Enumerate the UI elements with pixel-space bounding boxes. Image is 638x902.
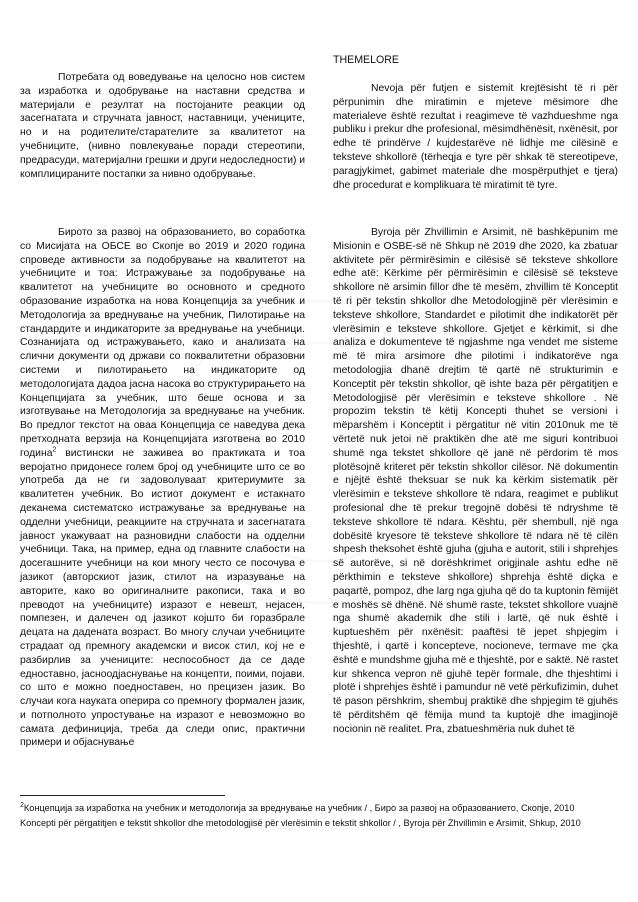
left-column-paragraph-2	[20, 226, 305, 750]
left-column-paragraph-1	[20, 71, 305, 181]
footnote-number: 2	[20, 801, 24, 809]
footnote	[20, 801, 620, 830]
footnote-text-mk: Концепција за изработка на учебник и методологија за вреднување на учебник / , Биро за развој на образованието, Скопје, 2010	[23, 803, 575, 813]
section-heading: THEMELORE	[333, 54, 399, 66]
footnote-reference[interactable]: 2	[52, 446, 57, 454]
right-paragraph-2: Byroja për Zhvillimin e Arsimit, në bashkëpunim me Misionin e OSBE-së në Shkup në 2019 dhe 2020, ka zbatuar aktivitete për përmirësimin e cilësisë së teksteve shkollore edhe atë: Kërkime për përmirësimin e cilësisë së teksteve shkollore në arsimin fillor dhe të mesëm, zhvillim të Konceptit të ri për tekstin shkollor dhe Metodologjinë për vlerësimin e teksteve shkollore, Standardet e pilotimit dhe indikatorët për vlerësimin e teksteve shkollore. Gjetjet e kërkimit, si dhe analiza e dokumenteve të ngjashme nga vendet me sisteme më të mira arsimore dhe pilotimi i indikatorëve nga metodologjia dhanë drejtim të qartë në strukturimin e Konceptit për tekstin shkollor, që ishte baza për përgatitjen e Metodologjisë për vlerësimin e teksteve shkollore . Në propozim tekstin të këtij Koncepti thuhet se versioni i mëparshëm i Konceptit i përgatitur në vitin 2010nuk me të vërtetë nuk jetoi në praktikën dhe atë me siguri kontribuoi shumë nga tekstet shkollore që janë në përdorim të mos plotësojnë kriteret për tekstin shkollor cilësor. Në dokumentin e njëjtë është theksuar se nuk ka kërkim sistematik për vlerësimin e teksteve shkollore të ndara, reagimet e publikut profesional dhe të prekur tregojnë dobësi të ndryshme të teksteve shkollore të ndara. Kështu, për shembull, një nga dobësitë kryesore të teksteve shkollore të ndara në të cilën shpesh theksohet është gjuha (gjuha e autorit, stili i shprehjes së autorëve, si në dorëshkrimet origjinale ashtu edhe në përkthimin e teksteve shkollore) shprehja është diçka e paqartë, pompoz, dhe larg nga gjuha që do ta kuptonin fëmijët e moshës së dhënë. Në shumë raste, tekstet shkollore vuajnë nga shumë akademik dhe stili i lartë, që nuk është i kuptueshëm për nxënësit: paaftësi të jepet shpjegim i thjeshtë, i qartë i koncepteve, nocioneve, termave me çka është e mundshme gjuha më e thjeshtë, por e saktë. Në rastet kur shkenca vepron në gjuhë tepër formale, dhe thjeshtimi i plotë i shprehjes është i pamundur në vetë përkufizimin, duhet të pason përshkrim, shembuj praktikë dhe shpjegim të gjuhës të përditshëm që fëmija mund ta kuptojë dhe imagjinojë nocionin në realitet. Pra, zbatueshmëria nuk duhet të	[333, 227, 618, 735]
footnote-line-1	[20, 801, 620, 816]
left-paragraph-1: Потребата од воведување на целосно нов систем за изработка и одобрување на наставни средства и материјали е резултат на постојаните реакции од засегнатата и стручната јавност, наставници, учениците, но и на родителите/старателите за квалитетот на учебниците, (нивно повлекување поради стереотипи, предрасуди, материјални грешки и други недоследности) и комплицираните постапки за нивно одобрување.	[20, 72, 305, 180]
footnote-divider	[20, 795, 225, 796]
left-paragraph-2	[20, 226, 305, 750]
left-paragraph-2-part-a: Бирото за развој на образованието, во соработка со Мисијата на ОБСЕ во Скопје во 2019 и 2020 година спроведе активности за подобрување на квалитетот на учебниците и тоа: Истражување за подобрување на квалитетот на учебниците во основното и средното образование изработка на нова Концепција за учебник и Методологија за вреднување на учебник, Пилотирање на стандардите и индикаторите за вреднување на учебници. Сознанијата од истражувањето, како и анализата на слични документи од држави со поквалитетни образовни системи и пилотирањето на индикаторите од методологијата дадоа јасна насока во структурирањето на Концепцијата за учебник, што беше основа и за изготвување на Методологија за вреднување на учебник. Во предлог текстот на оваа Концепција се наведува дека претходната верзија на Концепцијата изготвена во 2010 година	[20, 227, 305, 459]
right-column-paragraph-1	[333, 82, 618, 192]
left-paragraph-2-part-b: вистински не заживеа во практиката и тоа веројатно придонесе голем број од учебниците што се во употреба да не ги задоволуваат критериумите за квалитетен учебник. Во истиот документ е истакнато деканема систематско истражување за вреднување на одделни учебници, реакциите на стручната и засегнатата јавност укажуваат на разновидни слабости на одделни учебници. Така, на пример, една од главните слабости на досегашните учебници на кои многу често се посочува е јазикот (авторскиот јазик, стилот на изразување на авторите, како во оригиналните ракописи, така и во преводот на учебниците) изразот е невешт, нејасен, помпезен, и далечен од јазикот којшто би горазбрале децата на дадената возраст. Во многу случаи учебниците страдаат од премногу академски и висок стил, кој не е разбирлив за учениците: неспособност да се даде едноставно, јасноодјаснување на концепти, поими, појави. со што е можно поедноставен, но прецизен јазик. Во случаи кога науката оперира со премногу формален јазик, и потполното упростување на изразот е невозможно во самата дефиниција, треба да следи опис, практични примери и објаснување	[20, 447, 305, 749]
footnote-line-2: Koncepti për përgatitjen e tekstit shkollor dhe metodologjisë për vlerësimin e tekstit shkollor / , Byroja për Zhvillimin e Arsimit, Shkup, 2010	[20, 817, 581, 828]
right-paragraph-1: Nevoja për futjen e sistemit krejtësisht të ri për përpunimin dhe miratimin e mjeteve mësimore dhe materialeve është rezultat i reagimeve të vazhdueshme nga publiku i prekur dhe profesional, mësimdhënësit, nxënësit, por edhe të prindërve / kujdestarëve në lidhje me cilësinë e teksteve shkollorë (tërheqja e tyre për shkak të stereotipeve, paragjykimet, gabimet materiale dhe mospërputhjet e tjera) dhe procedurat e komplikuara të miratimit të tyre.	[333, 83, 618, 191]
right-column-paragraph-2	[333, 226, 618, 736]
